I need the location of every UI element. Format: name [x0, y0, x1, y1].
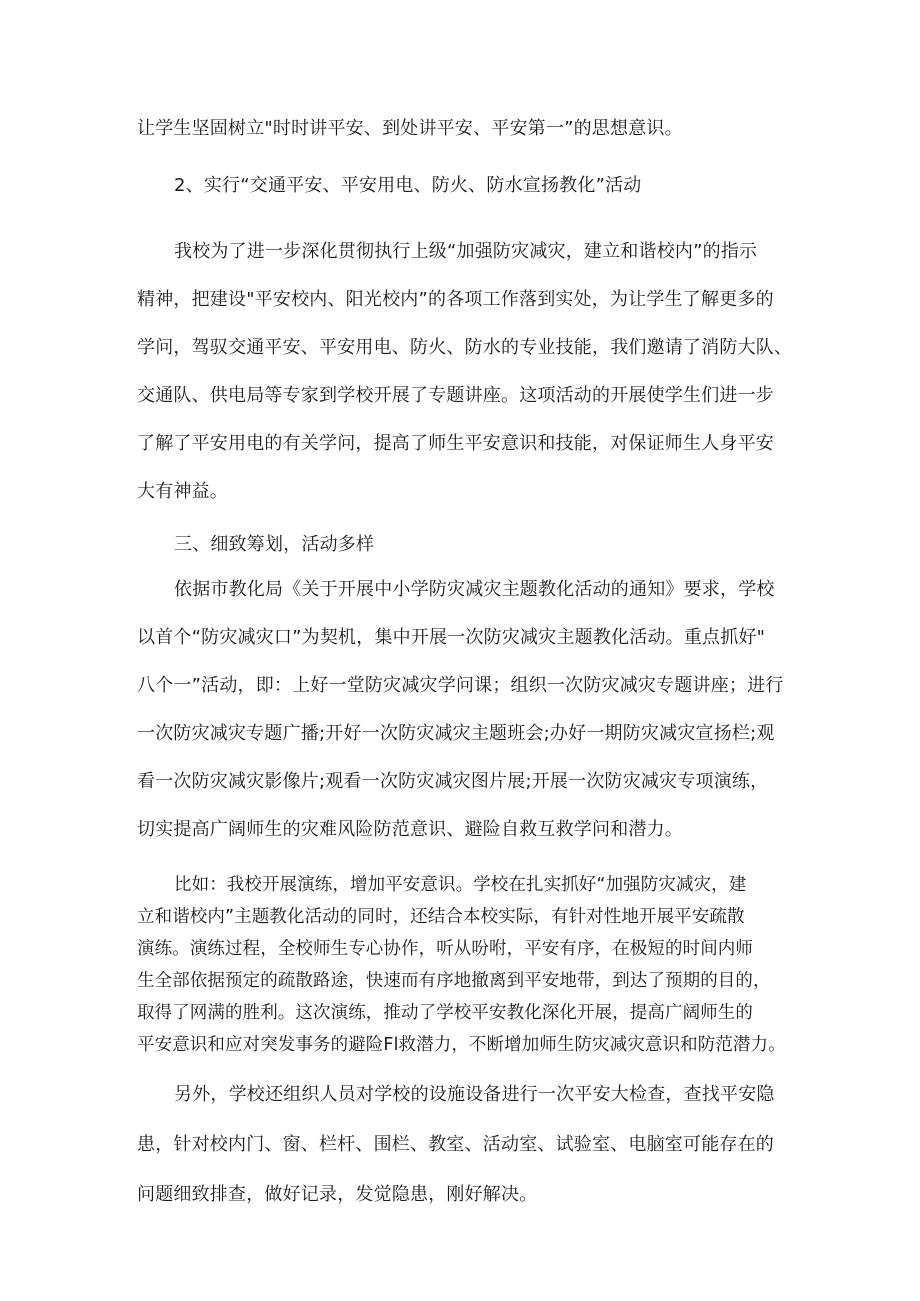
paragraph-line: 平安意识和应对突发事务的避险Fl救潜力，不断增加师生防灾减灾意识和防范潜力。: [137, 1035, 786, 1055]
paragraph-line: 另外，学校还组织人员对学校的设施设备进行一次平安大检查，查找平安隐: [174, 1084, 775, 1105]
paragraph-line: 问题细致排查，做好记录，发觉隐患，刚好解决。: [137, 1184, 538, 1205]
paragraph-line: 我校为了进一步深化贯彻执行上级“加强防灾减灾，建立和谐校内”的指示: [174, 241, 758, 262]
paragraph-line: 学问，驾驭交通平安、平安用电、防火、防水的专业技能，我们邀请了消防大队、: [137, 337, 793, 358]
paragraph-line: 八个一”活动，即：上好一堂防灾减灾学问课；组织一次防灾减灾专题讲座；进行: [137, 675, 784, 696]
paragraph-line: 交通队、供电局等专家到学校开展了专题讲座。这项活动的开展使学生们进一步: [137, 385, 774, 406]
paragraph-line: 取得了网满的胜利。这次演练，推动了学校平安教化深化开展，提高广阔师生的: [137, 1003, 753, 1023]
intro-ending-line: 让学生坚固树立"时时讲平安、到处讲平安、平安第一”的思想意识。: [137, 118, 683, 139]
paragraph-line: 精神，把建设"平安校内、阳光校内”的各项工作落到实处，为让学生了解更多的: [137, 289, 774, 310]
paragraph-line: 大有神益。: [137, 481, 228, 502]
paragraph-line: 了解了平安用电的有关学问，提高了师生平安意识和技能，对保证师生人身平安: [137, 433, 774, 454]
paragraph-line: 比如：我校开展演练，增加平安意识。学校在扎实抓好“加强防灾减灾，建: [174, 875, 747, 895]
paragraph-line: 以首个“防灾减灾口”为契机，集中开展一次防灾减灾主题教化活动。重点抓好": [137, 627, 766, 648]
paragraph-line: 依据市教化局《关于开展中小学防灾减灾主题教化活动的通知》要求，学校: [174, 579, 775, 600]
paragraph-line: 患，针对校内门、窗、栏杆、围栏、教室、活动室、试验室、电脑室可能存在的: [137, 1134, 774, 1155]
paragraph-line: 立和谐校内”主题教化活动的同时，还结合本校实际，有针对性地开展平安疏散: [137, 907, 745, 927]
section-heading-2: 2、实行“交通平安、平安用电、防火、防水宣扬教化”活动: [174, 175, 642, 196]
paragraph-line: 一次防灾减灾专题广播;开好一次防灾减灾主题班会;办好一期防灾减灾宣扬栏;观: [137, 723, 775, 744]
paragraph-line: 切实提高广阔师生的灾难风险防范意识、避险自救互救学问和潜力。: [137, 819, 683, 840]
section-heading-3: 三、细致筹划，活动多样: [174, 534, 375, 555]
paragraph-line: 看一次防灾减灾影像片;观看一次防灾减灾图片展;开展一次防灾减灾专项演练，: [137, 771, 769, 792]
paragraph-line: 演练。演练过程，全校师生专心协作，听从吩咐，平安有序，在极短的时间内师: [137, 939, 753, 959]
paragraph-line: 生全部依据预定的疏散路途，快速而有序地撤离到平安地带，到达了预期的目的，: [137, 971, 771, 991]
